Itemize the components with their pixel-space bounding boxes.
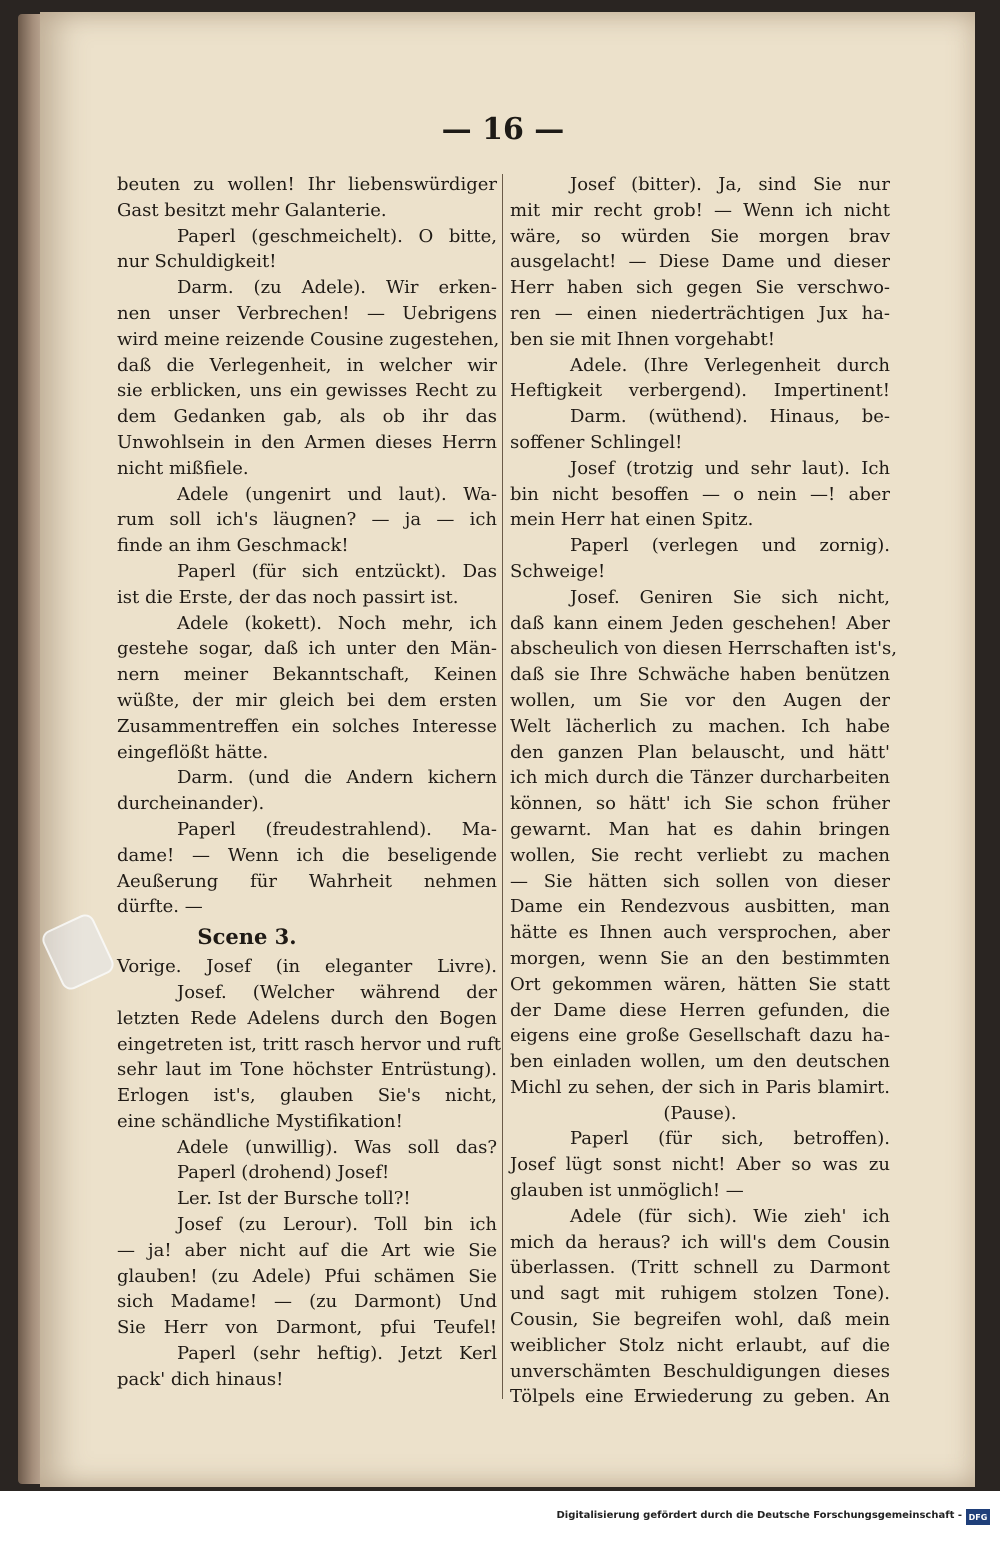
text-line: Schweige!	[510, 560, 606, 582]
text-line: Zusammentreffen ein solches Interesse	[117, 715, 497, 737]
text-line: dame! — Wenn ich die beseligende	[117, 844, 497, 866]
text-line: der Dame diese Herren gefunden, die	[510, 999, 890, 1021]
column-divider	[502, 174, 503, 1399]
text-line: sehr laut im Tone höchster Entrüstung).	[117, 1059, 497, 1081]
text-line: Unwohlsein in den Armen dieses Herrn	[117, 431, 497, 453]
text-line: Adele (für sich). Wie zieh' ich	[570, 1205, 890, 1227]
text-line: Tölpels eine Erwiederung zu geben. An	[510, 1386, 890, 1408]
text-line: rum soll ich's läugnen? — ja — ich	[117, 509, 497, 531]
text-line: dürfte. —	[117, 896, 203, 918]
text-line: mein Herr hat einen Spitz.	[510, 509, 754, 531]
text-line: daß kann einem Jeden geschehen! Aber	[510, 612, 890, 634]
text-line: Gast besitzt mehr Galanterie.	[117, 199, 387, 221]
right-text-column	[510, 172, 897, 1410]
text-line: abscheulich von diesen Herrschaften ist's,	[510, 638, 897, 660]
text-line: bin nicht besoffen — o nein —! aber	[510, 483, 890, 505]
text-line: Cousin, Sie begreifen wohl, daß mein	[510, 1309, 890, 1331]
text-line: Adele. (Ihre Verlegenheit durch	[570, 354, 890, 376]
text-line: letzten Rede Adelens durch den Bogen	[117, 1007, 497, 1029]
text-line: finde an ihm Geschmack!	[117, 535, 349, 557]
text-line: Paperl (für sich entzückt). Das	[177, 560, 497, 582]
text-line: beuten zu wollen! Ihr liebenswürdiger	[117, 174, 497, 195]
text-line: Scene 3.	[197, 924, 297, 950]
text-line: nern meiner Bekanntschaft, Keinen	[117, 664, 497, 686]
text-line: mit mir recht grob! — Wenn ich nicht	[510, 199, 890, 221]
text-line: Paperl (verlegen und zornig).	[570, 535, 890, 557]
text-line: unverschämten Beschuldigungen dieses	[510, 1360, 890, 1382]
text-line: Adele (unwillig). Was soll das?	[177, 1136, 497, 1158]
text-line: Welt lächerlich zu machen. Ich habe	[510, 715, 890, 737]
text-line: Dame ein Rendezvous ausbitten, man	[510, 896, 890, 918]
text-line: eigens eine große Gesellschaft dazu ha-	[510, 1025, 890, 1047]
text-line: — ja! aber nicht auf die Art wie Sie	[117, 1239, 497, 1261]
text-line: gewarnt. Man hat es dahin bringen	[510, 818, 890, 840]
text-line: — Sie hätten sich sollen von dieser	[510, 870, 890, 892]
text-line: ben sie mit Ihnen vorgehabt!	[510, 328, 775, 350]
text-line: sich Madame! — (zu Darmont) Und	[117, 1291, 497, 1313]
text-line: Josef (bitter). Ja, sind Sie nur	[570, 174, 890, 195]
text-line: ben einladen wollen, um den deutschen	[510, 1051, 890, 1073]
text-line: Michl zu sehen, der sich in Paris blamirt.	[510, 1076, 890, 1098]
text-line: soffener Schlingel!	[510, 431, 683, 453]
text-line: daß sie Ihre Schwäche haben benützen	[510, 664, 890, 686]
text-line: eingetreten ist, tritt rasch hervor und ruft	[117, 1033, 501, 1055]
funding-credit: Digitalisierung gefördert durch die Deutsche Forschungsgemeinschaft -	[556, 1510, 962, 1521]
text-line: Erlogen ist's, glauben Sie's nicht,	[117, 1085, 497, 1107]
text-line: mich da heraus? ich will's dem Cousin	[510, 1231, 890, 1253]
page-number: — 16 —	[441, 112, 565, 147]
text-line: und sagt mit ruhigem stolzen Tone).	[510, 1283, 890, 1305]
text-line: Paperl (für sich, betroffen).	[570, 1128, 890, 1150]
text-line: Ler. Ist der Bursche toll?!	[177, 1188, 411, 1210]
text-line: Vorige. Josef (in eleganter Livre).	[117, 956, 497, 978]
footer-bar	[0, 1491, 1000, 1551]
text-line: dem Gedanken gab, als ob ihr das	[117, 406, 497, 428]
text-line: ich mich durch die Tänzer durcharbeiten	[510, 767, 890, 789]
text-line: nicht mißfiele.	[117, 457, 249, 479]
text-line: Heftigkeit verbergend). Impertinent!	[510, 380, 890, 402]
text-line: eine schändliche Mystifikation!	[117, 1110, 403, 1132]
text-line: Josef (trotzig und sehr laut). Ich	[570, 457, 890, 479]
text-line: Herr haben sich gegen Sie verschwo-	[510, 277, 890, 299]
text-line: Sie Herr von Darmont, pfui Teufel!	[117, 1317, 497, 1339]
text-line: Josef lügt sonst nicht! Aber so was zu	[510, 1154, 890, 1176]
text-line: wüßte, der mir gleich bei dem ersten	[117, 689, 497, 711]
text-line: Darm. (zu Adele). Wir erken-	[177, 277, 497, 299]
text-line: durcheinander).	[117, 793, 265, 815]
text-line: Josef (zu Lerour). Toll bin ich	[177, 1214, 497, 1236]
text-line: pack' dich hinaus!	[117, 1368, 284, 1390]
text-line: (Pause).	[663, 1102, 737, 1124]
text-line: glauben! (zu Adele) Pfui schämen Sie	[117, 1265, 497, 1287]
text-line: Ort gekommen wären, hätten Sie statt	[510, 973, 890, 995]
left-text-column	[117, 172, 501, 1393]
text-line: eingeflößt hätte.	[117, 741, 269, 763]
text-line: Josef. (Welcher während der	[177, 981, 497, 1003]
text-line: wollen, um Sie vor den Augen der	[510, 689, 890, 711]
text-line: glauben ist unmöglich! —	[510, 1180, 744, 1202]
text-line: wäre, so würden Sie morgen brav	[510, 225, 890, 247]
text-line: nen unser Verbrechen! — Uebrigens	[117, 302, 497, 324]
text-line: können, so hätt' ich Sie schon früher	[510, 793, 890, 815]
text-line: Darm. (und die Andern kichern	[177, 767, 497, 789]
text-line: ausgelacht! — Diese Dame und dieser	[510, 251, 890, 273]
text-line: gestehe sogar, daß ich unter den Män-	[117, 638, 497, 660]
text-line: ren — einen niederträchtigen Jux ha-	[510, 302, 890, 324]
text-line: Aeußerung für Wahrheit nehmen	[117, 870, 497, 892]
text-line: Paperl (geschmeichelt). O bitte,	[177, 225, 497, 247]
text-line: den ganzen Plan belauscht, und hätt'	[510, 741, 890, 763]
text-line: wird meine reizende Cousine zugestehen,	[117, 328, 500, 350]
text-line: überlassen. (Tritt schnell zu Darmont	[510, 1257, 890, 1279]
text-line: Adele (ungenirt und laut). Wa-	[177, 483, 497, 505]
text-line: nur Schuldigkeit!	[117, 251, 277, 273]
text-line: Paperl (drohend) Josef!	[177, 1162, 390, 1184]
text-line: wollen, Sie recht verliebt zu machen	[510, 844, 890, 866]
dfg-logo: DFG	[966, 1509, 990, 1525]
text-line: weiblicher Stolz nicht erlaubt, auf die	[510, 1334, 890, 1356]
text-line: ist die Erste, der das noch passirt ist.	[117, 586, 459, 608]
text-line: Paperl (sehr heftig). Jetzt Kerl	[177, 1343, 497, 1365]
text-line: Adele (kokett). Noch mehr, ich	[177, 612, 497, 634]
text-line: Josef. Geniren Sie sich nicht,	[570, 586, 890, 608]
text-line: daß die Verlegenheit, in welcher wir	[117, 354, 497, 376]
text-line: sie erblicken, uns ein gewisses Recht zu	[117, 380, 497, 402]
text-line: morgen, wenn Sie an den bestimmten	[510, 947, 890, 969]
text-line: Paperl (freudestrahlend). Ma-	[177, 818, 497, 840]
text-line: hätte es Ihnen auch versprochen, aber	[510, 922, 890, 944]
text-line: Darm. (wüthend). Hinaus, be-	[570, 406, 890, 428]
